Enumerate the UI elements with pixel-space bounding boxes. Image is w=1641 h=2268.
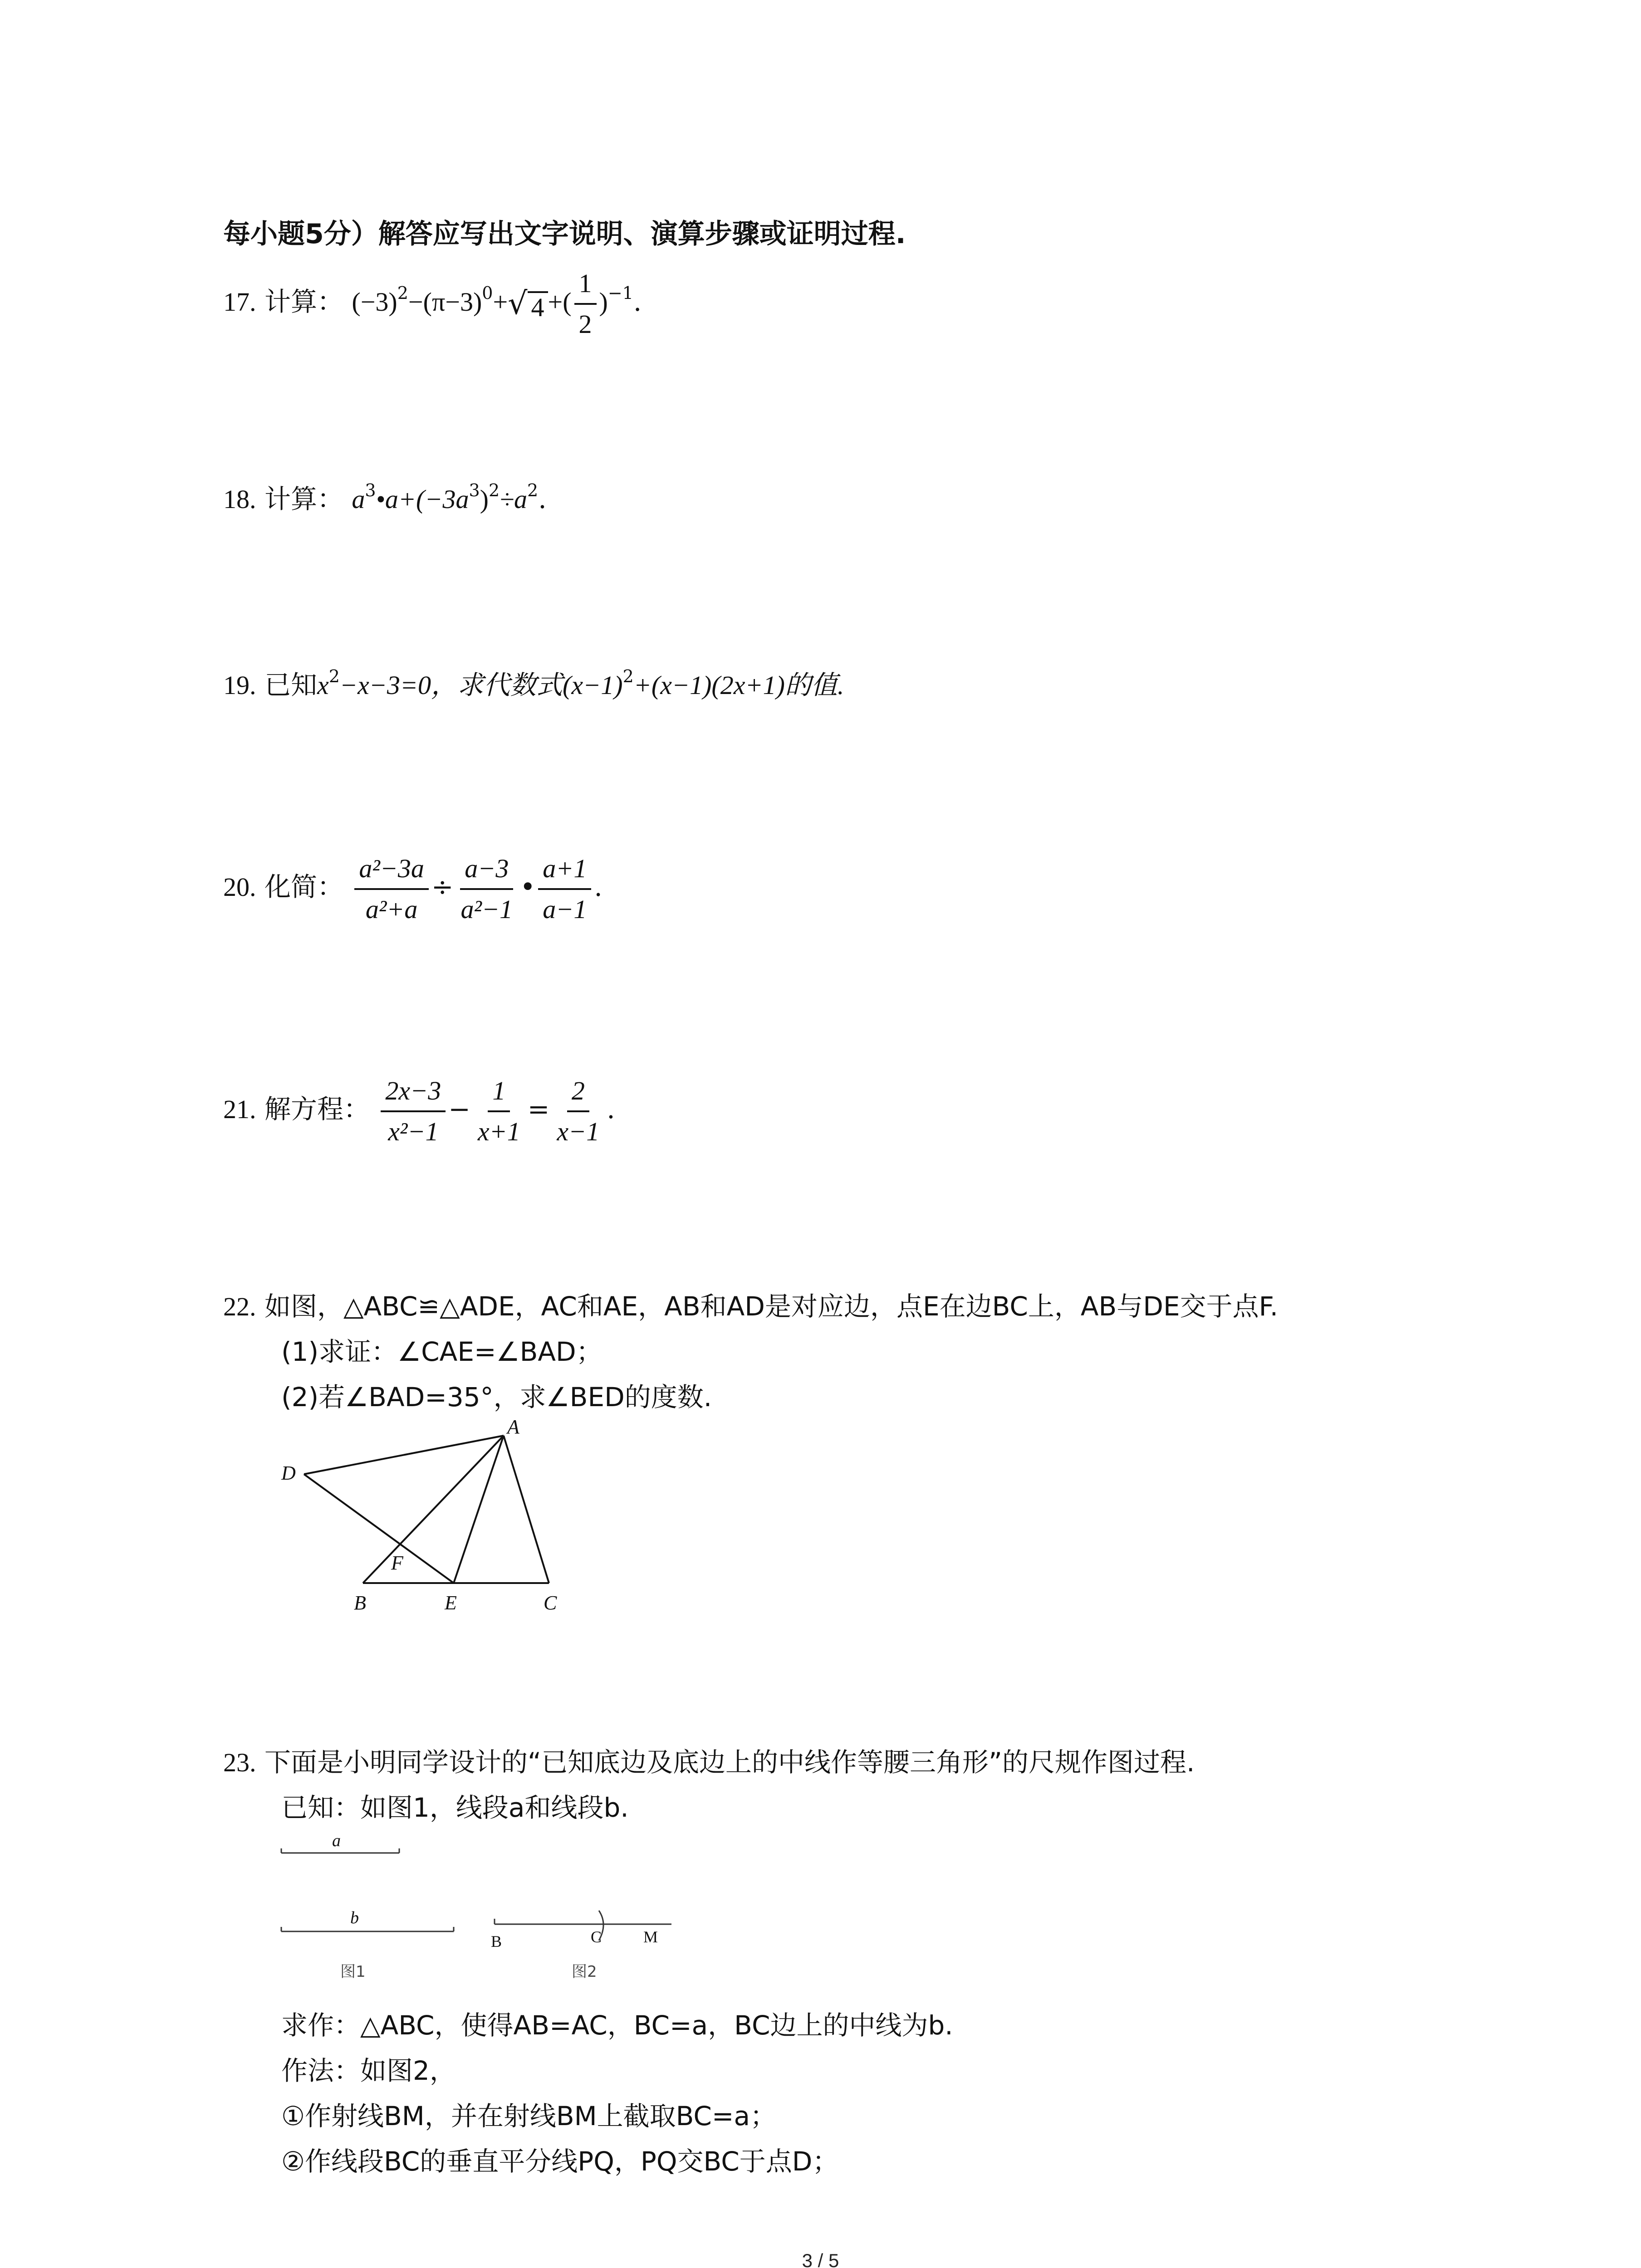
fraction: $\frac{a+1}{a-1}$ [538,853,591,925]
segment-a-label: a [332,1831,341,1850]
problem-23-given: 已知：如图1，线段a和线段b. [281,1792,629,1823]
point-label-B: B [354,1592,366,1614]
segment-b-label: b [350,1908,359,1927]
point-label-E: E [445,1592,457,1614]
problem-label: 解方程： [264,1094,370,1125]
problem-label: 计算： [264,484,343,514]
problem-23-construct: 求作：△ABC，使得AB=AC，BC=a，BC边上的中线为b. [281,2010,953,2041]
problem-number: 23. [223,1748,256,1777]
point-label-A: A [507,1416,519,1438]
triangle-figure [272,1415,599,1624]
problem-number: 19. [223,670,256,700]
point-label-M: M [643,1928,658,1946]
segment-DA [304,1436,504,1474]
point-label-F: F [391,1552,403,1574]
segment-AC [504,1436,549,1583]
page-number: 3 / 5 [802,2250,839,2268]
problem-23: 23. 下面是小明同学设计的“已知底边及底边上的中线作等腰三角形”的尺规作图过程. [223,1747,1195,1778]
fraction: $\frac{a-3}{\text{a²−1}}$ [460,854,513,924]
construction-figures [272,1828,708,1991]
problem-20: 20. 化简： $\frac{\text{a²−3a}}{\text{a²+a}}$ ÷ $\frac{a-3}{\text{a²−1}}$ • $\frac{a+1}{a-1}$ . [223,853,603,925]
problem-22-part-1: (1)求证：∠CAE=∠BAD； [281,1336,603,1367]
point-label-C: C [544,1592,557,1614]
figure-1-caption: 图1 [340,1963,366,1981]
figure-2-caption: 图2 [572,1963,597,1981]
problem-23-method: 作法：如图2， [281,2055,456,2086]
point-label-C: C [591,1928,602,1946]
problem-22-part-2: (2)若∠BAD=35°，求∠BED的度数. [281,1382,712,1413]
segment-BA [363,1436,504,1583]
problem-number: 18. [223,484,256,514]
fraction: $\frac{1}{x+1}$ [477,1076,520,1146]
problem-23-step-2: ②作线段BC的垂直平分线PQ，PQ交BC于点D； [281,2146,839,2177]
point-label-D: D [281,1462,296,1484]
fraction: $\frac{\text{a²−3a}}{\text{a²+a}}$ [354,853,429,925]
problem-19: 19. 已知$x^2-x-3=0$，求代数式$(x-1)^2+(x-1)(2x+1)$的值. [223,666,844,700]
problem-number: 22. [223,1292,256,1321]
fraction: $\frac{2}{x-1}$ [557,1076,600,1146]
problem-21: 21. 解方程： $\frac{2x-3}{\text{x²−1}}$ − $\frac{1}{x+1}$ = $\frac{2}{x-1}$ . [223,1075,615,1148]
problem-17: 17. 计算： $(-3)^2-(\pi-3)^0+$ √ 4 +( $\frac{1}{2}$ )$^{-1}$. [223,268,642,340]
problem-18: 18. 计算： $a^3•a+(-3a^3)^2\div a^2$. [223,480,547,514]
problem-label: 计算： [264,286,343,318]
problem-number: 21. [223,1095,256,1124]
segment-EA [454,1436,504,1583]
point-label-B: B [491,1932,502,1950]
problem-22: 22. 如图，△ABC≌△ADE，AC和AE，AB和AD是对应边，点E在边BC上，AB与DE交于点F. [223,1291,1279,1322]
sqrt-expression: √ 4 [508,286,548,322]
section-header: 每小题5分）解答应写出文字说明、演算步骤或证明过程. [223,218,906,250]
problem-number: 17. [223,287,256,317]
problem-number: 20. [223,872,256,902]
fraction: $\frac{2x-3}{\text{x²−1}}$ [381,1075,446,1148]
problem-23-step-1: ①作射线BM，并在射线BM上截取BC=a； [281,2101,777,2131]
fraction: $\frac{1}{2}$ [574,268,597,340]
problem-label: 化简： [264,871,343,903]
